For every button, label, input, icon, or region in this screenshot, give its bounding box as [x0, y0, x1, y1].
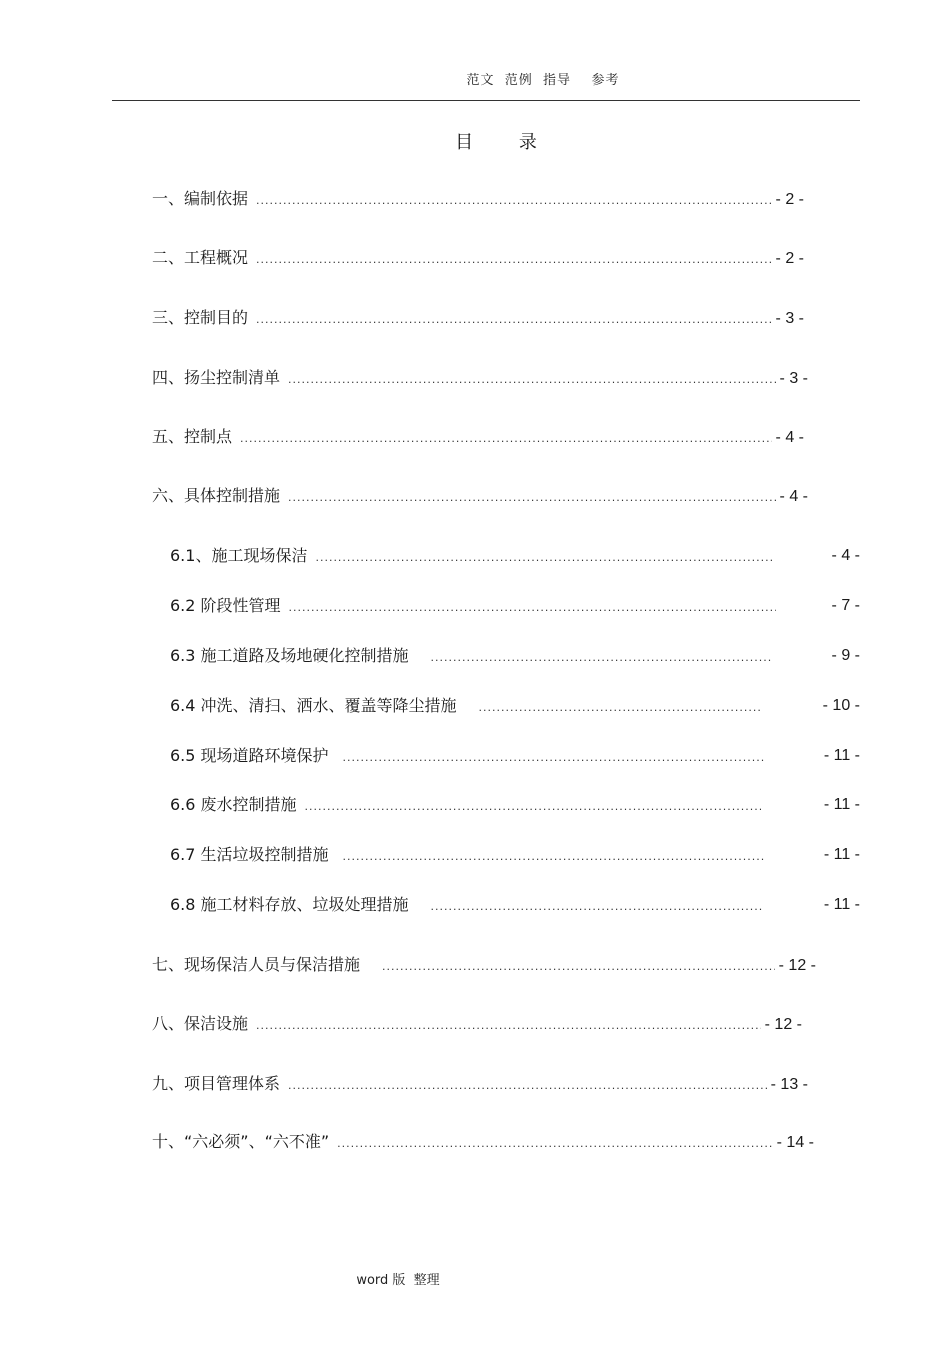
toc-entry-label: 三、控制目的 [152, 308, 249, 327]
toc-entry[interactable] [152, 367, 808, 389]
toc-leader-dots [431, 896, 763, 918]
toc-leader-dots [289, 597, 776, 619]
toc-subentry[interactable] [170, 794, 860, 816]
toc-entry[interactable] [152, 426, 804, 448]
toc-leader-dots [256, 190, 772, 212]
toc-entry-page: - 2 - [775, 250, 804, 267]
toc-entry-page: - 11 - [823, 747, 860, 764]
toc-entry-page: - 3 - [779, 370, 808, 387]
toc-leader-dots [256, 249, 772, 271]
toc-entry-page: - 10 - [822, 697, 860, 714]
toc-leader-dots [288, 369, 776, 391]
toc-entry-page: - 9 - [831, 647, 860, 664]
toc-entry-label: 五、控制点 [152, 427, 233, 446]
toc-entry[interactable] [152, 307, 804, 329]
toc-entry[interactable] [152, 485, 808, 507]
toc-entry-label: 七、现场保洁人员与保洁措施 [152, 955, 361, 974]
toc-entry-label: 一、编制依据 [152, 189, 249, 208]
toc-entry[interactable] [152, 1073, 808, 1095]
toc-entry[interactable] [152, 1013, 802, 1035]
toc-entry-label: 十、“六必须”、“六不准” [152, 1132, 330, 1151]
toc-entry-page: - 4 - [775, 429, 804, 446]
toc-entry[interactable] [152, 247, 804, 269]
toc-leader-dots [343, 747, 765, 769]
toc-leader-dots [431, 647, 773, 669]
toc-leader-dots [288, 487, 776, 509]
toc-leader-dots [256, 309, 772, 331]
toc-entry-label: 四、扬尘控制清单 [152, 368, 281, 387]
toc-subentry[interactable] [170, 595, 860, 617]
toc-leader-dots [343, 846, 765, 868]
toc-entry-page: - 12 - [778, 957, 816, 974]
toc-entry-label: 6.7 生活垃圾控制措施 [170, 845, 329, 864]
toc-subentry[interactable] [170, 695, 860, 717]
toc-leader-dots [337, 1133, 772, 1155]
toc-entry-page: - 13 - [770, 1076, 808, 1093]
toc-entry-page: - 11 - [823, 896, 860, 913]
toc-entry-label: 6.6 废水控制措施 [170, 795, 297, 814]
toc-leader-dots [288, 1075, 767, 1097]
toc-entry-page: - 11 - [823, 846, 860, 863]
toc-subentry[interactable] [170, 645, 860, 667]
toc-entry-label: 6.3 施工道路及场地硬化控制措施 [170, 646, 409, 665]
toc-subentry[interactable] [170, 844, 860, 866]
toc-leader-dots [256, 1015, 761, 1037]
page-footer: word 版 整理 [356, 1273, 440, 1288]
toc-entry-page: - 14 - [776, 1134, 814, 1151]
toc-entry-label: 八、保洁设施 [152, 1014, 249, 1033]
toc-leader-dots [305, 796, 761, 818]
toc-entry-label: 6.2 阶段性管理 [170, 596, 281, 615]
toc-entry-label: 6.4 冲洗、清扫、洒水、覆盖等降尘措施 [170, 696, 457, 715]
toc-entry-page: - 4 - [831, 547, 860, 564]
header-divider [112, 100, 860, 101]
toc-leader-dots [315, 547, 773, 569]
toc-entry-page: - 11 - [823, 796, 860, 813]
toc-subentry[interactable] [170, 745, 860, 767]
toc-entry-label: 6.8 施工材料存放、垃圾处理措施 [170, 895, 409, 914]
page-header: 范文 范例 指导 参考 [466, 73, 620, 88]
toc-entry-label: 6.5 现场道路环境保护 [170, 746, 329, 765]
toc-entry-label: 二、工程概况 [152, 248, 249, 267]
toc-entry-label: 6.1、施工现场保洁 [170, 546, 308, 565]
toc-entry-page: - 3 - [775, 310, 804, 327]
toc-leader-dots [240, 428, 772, 450]
toc-entry-label: 九、项目管理体系 [152, 1074, 281, 1093]
toc-subentry[interactable] [170, 545, 860, 567]
toc-leader-dots [382, 956, 775, 978]
toc-entry-label: 六、具体控制措施 [152, 486, 281, 505]
toc-entry-page: - 7 - [831, 597, 860, 614]
toc-entry-page: - 2 - [775, 191, 804, 208]
toc-entry[interactable] [152, 188, 804, 210]
toc-title: 目 录 [455, 132, 557, 153]
toc-leader-dots [479, 697, 761, 719]
toc-entry-page: - 4 - [779, 488, 808, 505]
toc-entry-page: - 12 - [764, 1016, 802, 1033]
toc-entry[interactable] [152, 954, 816, 976]
toc-subentry[interactable] [170, 894, 860, 916]
toc-entry[interactable] [152, 1131, 814, 1153]
